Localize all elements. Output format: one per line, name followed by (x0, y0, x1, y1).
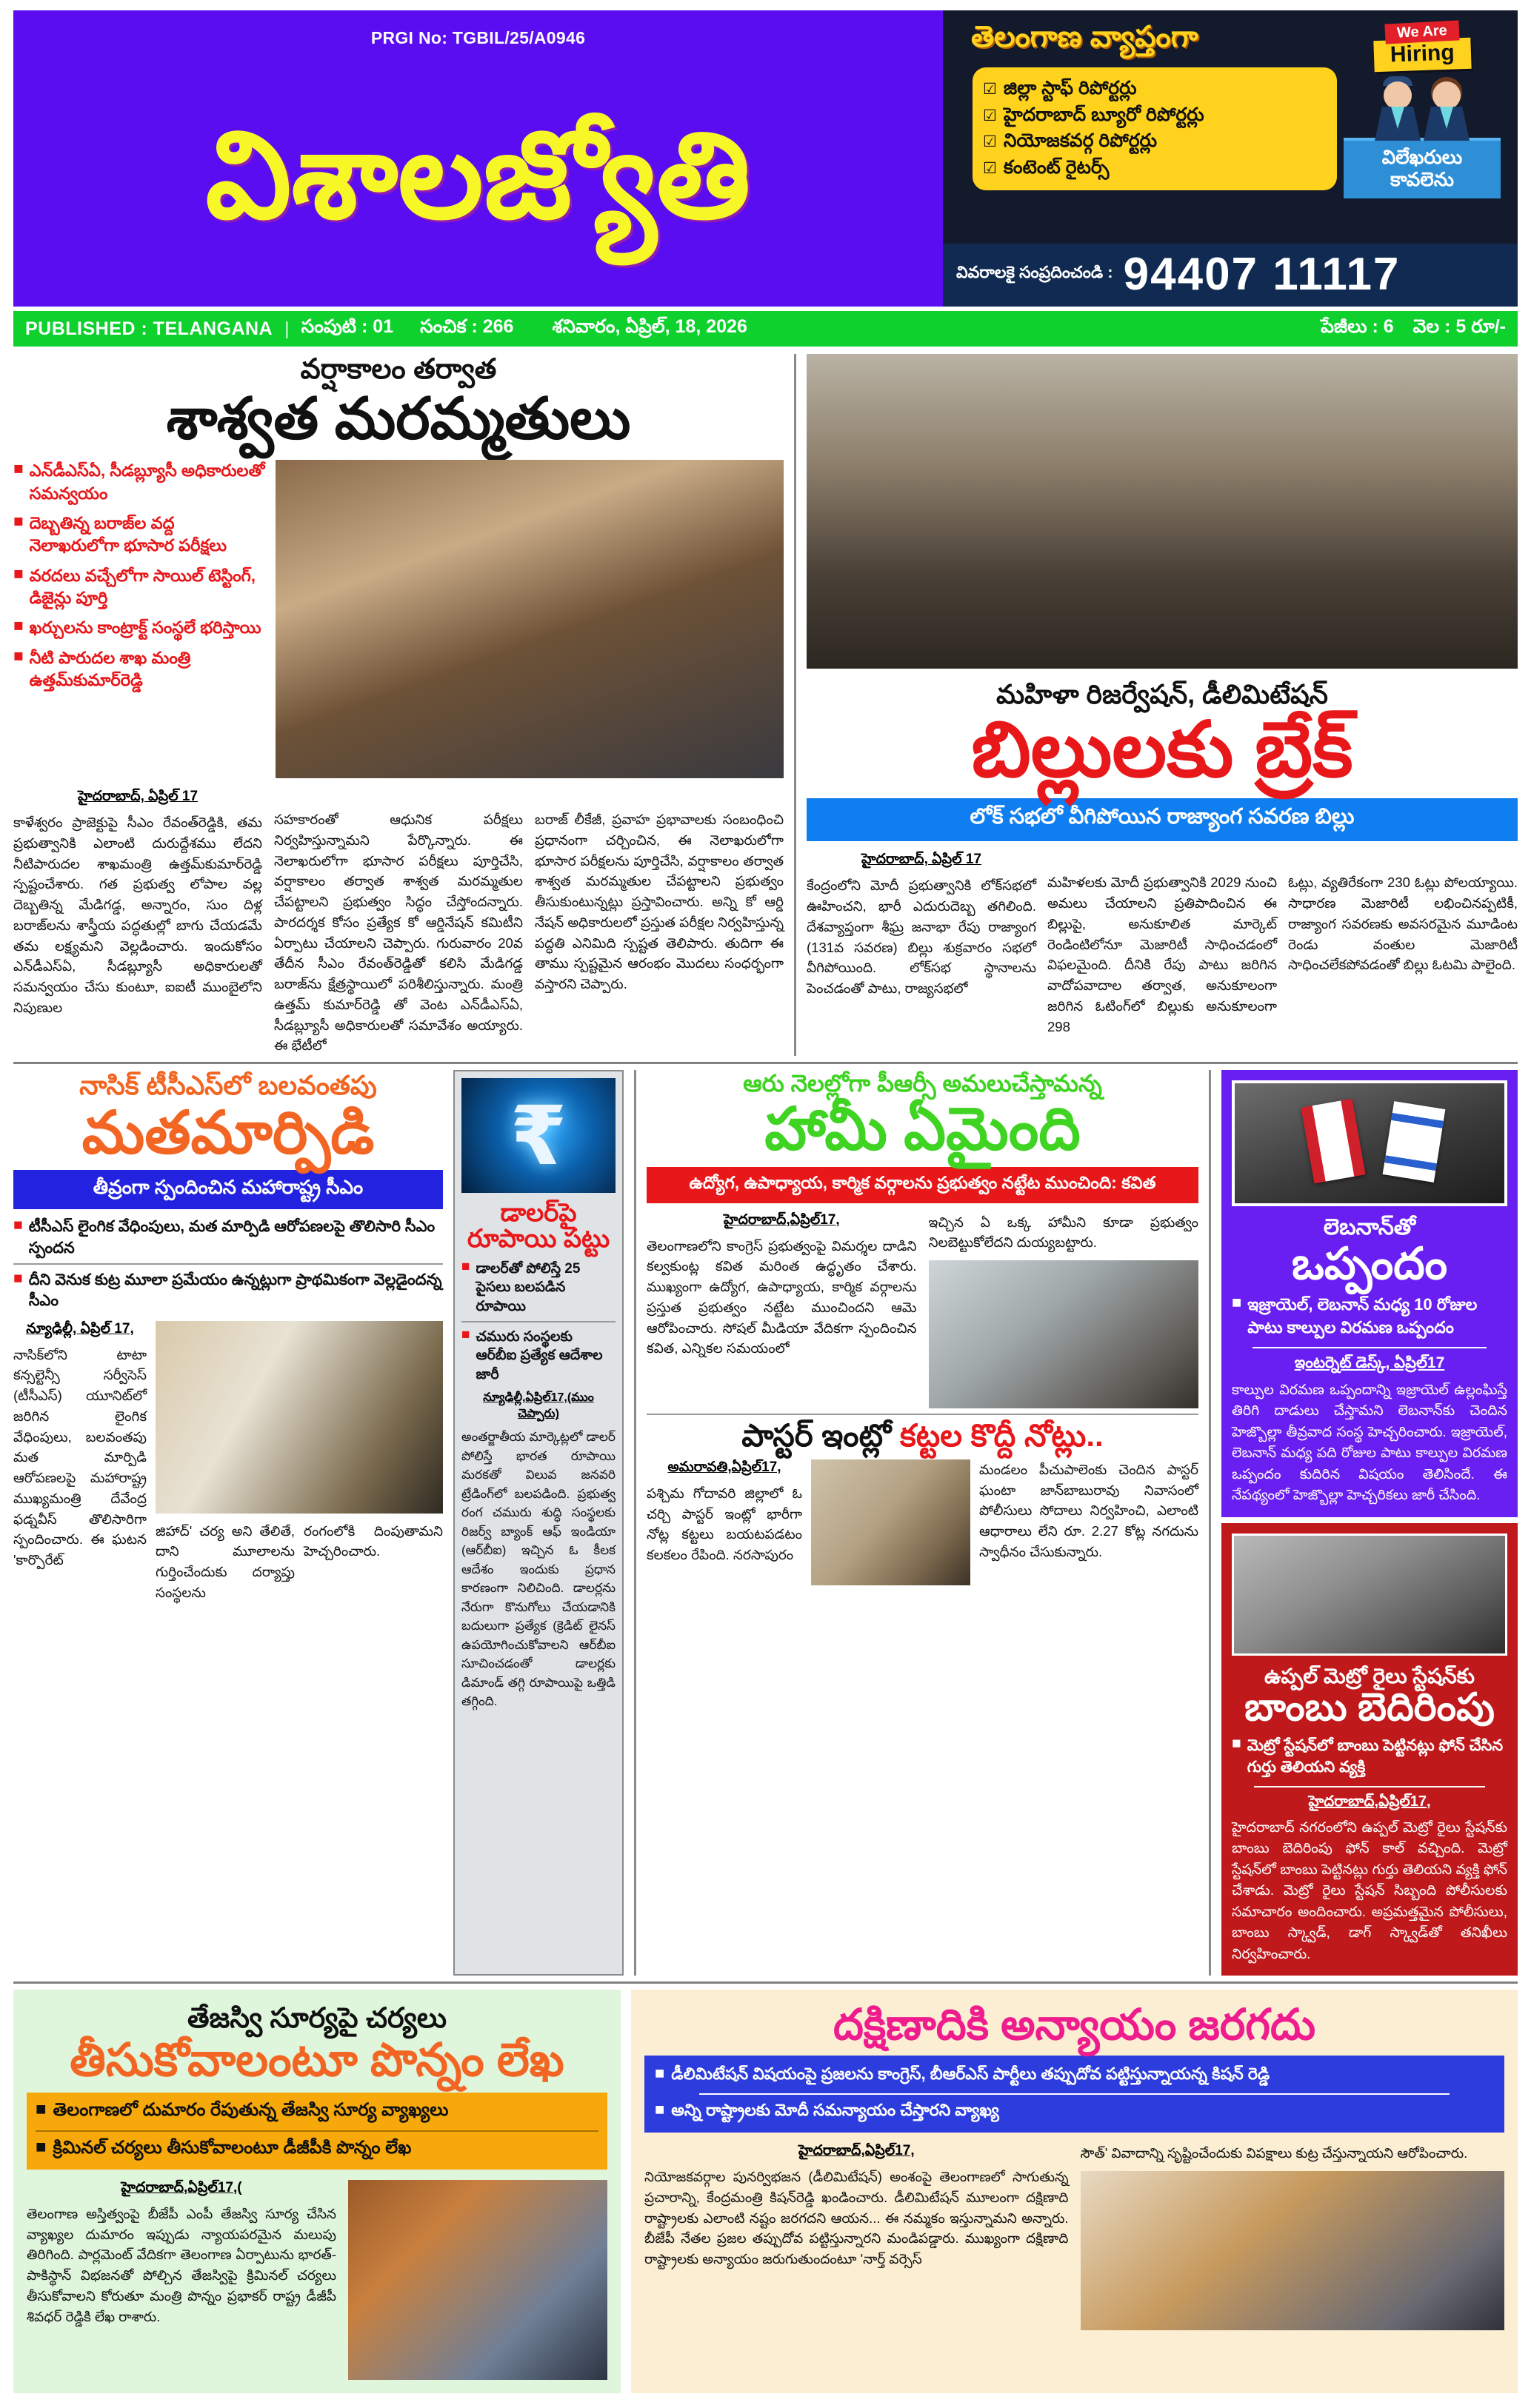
delimitation-bullet-band (644, 2056, 1504, 2133)
ad-job-item (983, 102, 1325, 129)
parliament-kicker: మహిళా రిజర్వేషన్, డీలిమిటేషన్ (996, 679, 1328, 709)
lebanon-story[interactable] (1221, 1070, 1518, 1516)
metro-kicker: ఉప్పల్ మెట్రో రైలు స్టేషన్‌కు (1264, 1664, 1475, 1688)
square-bullet-icon: ■ (1232, 1292, 1242, 1311)
ad-job-item (983, 155, 1325, 181)
nashik-body-column-1 (13, 1321, 147, 1603)
rupee-body-text: అంతర్జాతీయ మార్కెట్లలో డాలర్ పోలిస్తే భారత రూపాయి మరకతో విలువ జనవరి ట్రేడింగ్‌లో బలపడింది. ప్రభుత్వ రంగ చమురు శుద్ధి సంస్థలకు రిజర్వ్ బ్యాంక్ ఆఫ్ ఇండియా (ఆర్‌బీఐ) ఇచ్చిన ఓ కీలక ఆదేశం ఇందుకు ప్రధాన కారణంగా నిలిచింది. డాలర్లను నేరుగా కొనుగోలు చేయడానికి బదులుగా ప్రత్యేక (క్రెడిట్ లైనస్ ఉపయోగించుకోవాలని ఆర్‌బీఐ సూచించడంతో డాలర్లకు డిమాండ్ తగ్గి రూపాయిపై ఒత్తిడి తగ్గింది. (461, 1430, 616, 1709)
delimitation-bullet-text: డీలిమిటేషన్ విషయంపై ప్రజలను కాంగ్రెస్, బీఆర్‌ఎస్ పార్టీలు తప్పుదోవ పట్టిస్తున్నాయన్న కిషన్ రెడ్డి (671, 2064, 1270, 2084)
tejasvi-body-column (27, 2180, 336, 2380)
lead-bullet-text: ఎన్‌డీఎస్‌ఏ, సీడబ్ల్యూసీ అధికారులతో సమన్వయం (29, 461, 265, 503)
check-icon: ☑ (983, 107, 997, 124)
section-divider (13, 1062, 1518, 1064)
bottom-stories-row (13, 1990, 1518, 2393)
ad-job-label: కంటెంట్ రైటర్స్ (1003, 156, 1110, 178)
square-bullet-icon: ■ (655, 2100, 665, 2119)
recruiters-illustration (1375, 76, 1470, 141)
delimitation-dateline: హైదరాబాద్,ఏప్రిల్17, (798, 2143, 915, 2159)
delimitation-photo (1081, 2171, 1505, 2330)
nashik-body-text: నాసిక్‌లోని టాటా కన్సల్టెన్సీ సర్వీసెస్ (టీసీఎస్) యూనిట్‌లో జరిగిన లైంగిక వేధింపులు, బలవంతపు మత మార్పిడి ఆరోపణలపై మహారాష్ట్ర ముఖ్యమంత్రి దేవేంద్ర ఫడ్నవీస్ తొలిసారిగా స్పందించారు. ఈ ఘటన 'కార్పొరేట్ (13, 1346, 147, 1568)
promise-body-text: తెలంగాణలోని కాంగ్రెస్ ప్రభుత్వంపై విమర్శల దాడిని కల్వకుంట్ల కవిత మరింత ఉద్ధృతం చేశారు. ముఖ్యంగా ఉద్యోగ, ఉపాధ్యాయ, కార్మిక వర్గాలను ప్రస్తుత ప్రభుత్వం నట్టేట ముంచిందని ఆమె ఆరోపించారు. సోషల్ మీడియా వేదికగా స్పందించిన కవిత, ఎన్నికల సమయంలో (647, 1237, 917, 1357)
contact-label: వివరాలకై సంప్రదించండి : (956, 263, 1113, 281)
podium-sign (1344, 138, 1501, 198)
rupee-box-story[interactable] (453, 1070, 624, 1976)
tejasvi-bullet-text: క్రిమినల్ చర్యలు తీసుకోవాలంటూ డీజీపీకి పొన్నం లేఖ (53, 2137, 412, 2158)
delimitation-body-column-1 (644, 2143, 1069, 2330)
lebanon-dateline: ఇంటర్నెట్ డెస్క్, ఏప్రిల్17 (1294, 1354, 1445, 1371)
lead-body-column-1 (13, 789, 262, 1056)
lead-bullet-text: నీటి పారుదల శాఖ మంత్రి ఉత్తమ్‌కుమార్‌రెడ్డి (29, 648, 191, 690)
nashik-kicker: నాసిక్ టీసీఎస్‌లో బలవంతపు (79, 1070, 377, 1101)
rupee-bullet (461, 1321, 616, 1385)
lebanon-body-text: కాల్పుల విరమణ ఒప్పందాన్ని ఇజ్రాయెల్ ఉల్లంఘిస్తే తిరిగి దాడులు చేస్తామని లెబనాన్‌కు చెందిన హెజ్బొల్లా తీవ్రవాద సంస్థ హెచ్చరించారు. ఇజ్రాయెల్, లెబనాన్ మధ్య పది రోజుల పాటు కాల్పుల విరమణ ఒప్పందం కుదిరిన విషయం తెలిసిందే. ఈ నేపథ్యంలో హెజ్బొల్లా హెచ్చరికలు జారీ చేసింది. (1232, 1382, 1507, 1504)
rupee-bullet-list (461, 1260, 616, 1385)
lead-body-text: కాళేశ్వరం ప్రాజెక్టుపై సీఎం రేవంత్‌రెడ్డికి, తమ ప్రభుత్వానికి ఎలాంటి దురుద్దేశము లేదని నీటిపారుదల శాఖమంత్రి ఉత్తమ్‌కుమార్‌రెడ్డి స్పష్టంచేశారు. గత ప్రభుత్వ లోపాల వల్ల దెబ్బతిన్న మేడిగడ్డ, అన్నారం, సుం దిళ్ల బరాజ్‌లను శాస్త్రీయ పద్ధతుల్లో బాగు చేయడమే తమ లక్ష్యమని వెల్లడించారు. ఇందుకోసం ఎన్‌డీఎస్‌ఏ, సీడబ్ల్యూసీ అధికారులతో సమన్వయం చేసు కుంటూ, ఐఐటీ ముంబైలోని నిపుణుల (13, 815, 262, 1015)
metro-headline: బాంబు బెదిరింపు (1244, 1685, 1495, 1729)
nashik-band: తీవ్రంగా స్పందించిన మహారాష్ట్ర సీఎం (13, 1170, 443, 1209)
square-bullet-icon: ■ (1232, 1734, 1241, 1752)
lead-body-column-2: సహకారంతో ఆధునిక పరీక్షలు నిర్వహిస్తున్నామని పేర్కొన్నారు. ఈ నెలాఖరులోగా భూసార పరీక్షలు పూర్తిచేసి, వర్షాకాలం తర్వాత శాశ్వత మరమ్మతుల చేపట్టాలని ప్రభుత్వం సిద్ధం చేస్తోందన్నారు. పారదర్శక కోసం ప్రత్యేక కో ఆర్డినేషన్ కమిటీని ఏర్పాటు చేయాలని చెప్పారు. గురువారం 20వ తేదీన సీఎం రేవంత్‌రెడ్డితో కలిసి మేడిగడ్డ బరాజ్‌ను క్షేత్రస్థాయిలో పరిశీలిస్తున్నారు. మంత్రి ఉత్తమ్ కుమార్‌రెడ్డి తో వెంట ఎన్‌డీఎస్‌ఏ, సీడబ్ల్యూసీ అధికారులతో సమావేశం అయ్యారు. ఈ భేటీలో (274, 812, 523, 1054)
lead-bullet-list (13, 460, 265, 778)
metro-body-text: హైదరాబాద్ నగరంలోని ఉప్పల్ మెట్రో రైలు స్టేషన్‌కు బాంబు బెదిరింపు ఫోన్ కాల్ వచ్చింది. మెట్రో స్టేషన్‌లో బాంబు పెట్టినట్లు గుర్తు తెలియని వ్యక్తి ఫోన్ చేశాడు. మెట్రో రైలు స్టేషన్ సిబ్బంది పోలీసులకు సమాచారం అందించారు. అప్రమత్తమైన పోలీసులు, బాంబు స్క్వాడ్, డాగ్ స్క్వాడ్‌తో తనిఖీలు నిర్వహించారు. (1232, 1819, 1507, 1962)
pastor-story[interactable] (647, 1420, 1198, 1585)
rupee-photo (461, 1078, 616, 1193)
ad-job-item (983, 128, 1325, 155)
nashik-body-column-2: జిహాద్' చర్య అని తేలితే, దాని మూలాలను గుర్తించేందుకు దర్యాప్తు సంస్థలను (156, 1522, 295, 1600)
lead-headline: శాశ్వత మరమ్మతులు (166, 385, 631, 451)
podium-line-1: విలేఖరులు (1381, 146, 1463, 168)
square-bullet-icon: ■ (461, 1326, 470, 1342)
nashik-bullet (13, 1263, 443, 1312)
square-bullet-icon: ■ (13, 646, 24, 665)
delimitation-headline: దక్షిణాదికి అన్యాయం జరగదు (833, 2001, 1316, 2050)
square-bullet-icon: ■ (13, 616, 24, 635)
check-icon: ☑ (983, 133, 997, 150)
metro-story[interactable] (1221, 1523, 1518, 1976)
rupee-bullet (461, 1260, 616, 1317)
delimitation-bullet (655, 2064, 1494, 2087)
square-bullet-icon: ■ (461, 1258, 470, 1274)
nashik-story[interactable] (13, 1070, 443, 1976)
check-icon: ☑ (983, 159, 997, 177)
promise-body-column-1 (647, 1212, 917, 1409)
ad-title: తెలంగాణ వ్యాప్తంగా (971, 21, 1198, 53)
pastor-headline-red: కట్టల కొద్దీ నోట్లు.. (899, 1418, 1104, 1454)
lead-bullet (13, 460, 265, 505)
nashik-headline: మతమార్పిడి (81, 1099, 375, 1165)
rupee-bullet-text: డాలర్‌తో పోలిస్తే 25 పైసలు బలపడిన రూపాయి (476, 1260, 581, 1314)
pastor-body-column-1 (647, 1459, 802, 1585)
divider: | (284, 318, 290, 339)
square-bullet-icon: ■ (655, 2064, 665, 2083)
top-stories-row (13, 354, 1518, 1056)
promise-kicker: ఆరు నెలల్లోగా పీఆర్సీ అమలుచేస్తామన్న (743, 1070, 1102, 1097)
lead-bullet (13, 512, 265, 558)
parliament-story[interactable] (794, 354, 1518, 1056)
tejasvi-dateline: హైదరాబాద్,ఏప్రిల్17,( (121, 2179, 242, 2195)
tejasvi-bullet (36, 2100, 598, 2124)
tejasvi-bullet-text: తెలంగాణలో దుమారం రేపుతున్న తేజస్వి సూర్య వ్యాఖ్యలు (53, 2099, 449, 2120)
nashik-bullet-text: టీసీఎస్ లైంగిక వేధింపులు, మత మార్పిడి ఆరోపణలపై తొలిసారి సీఎం స్పందన (28, 1218, 436, 1257)
promise-band: ఉద్యోగ, ఉపాధ్యాయ, కార్మిక వర్గాలను ప్రభుత్వం నట్టేట ముంచింది: కవిత (647, 1167, 1198, 1203)
contact-phone-number: 94407 11117 (1123, 249, 1401, 300)
publication-info-bar (13, 311, 1518, 347)
square-bullet-icon: ■ (13, 1269, 23, 1287)
tejasvi-bullet (36, 2138, 598, 2162)
rupee-bullet-text: చమురు సంస్థలకు ఆర్‌బీఐ ప్రత్యేక ఆదేశాల జారీ (476, 1328, 603, 1382)
lebanon-photo (1232, 1080, 1507, 1206)
parliament-photo (807, 354, 1518, 669)
parliament-body-column-1 (807, 852, 1036, 1037)
we-are-badge: We Are (1384, 20, 1459, 44)
pastor-body-text: పశ్చిమ గోదావరి జిల్లాలో ఓ చర్చి పాస్టర్ ఇంట్లో భారీగా నోట్ల కట్టలు బయటపడటం కలకలం రేపింది. నరసాపురం (647, 1485, 802, 1563)
nashik-bullet-list (13, 1217, 443, 1311)
nashik-photo (156, 1321, 443, 1514)
person-female-icon (1424, 77, 1470, 141)
delimitation-story[interactable] (631, 1990, 1518, 2393)
lebanon-bullet (1232, 1294, 1507, 1340)
pastor-dateline: అమరావతి,ఏప్రిల్17, (667, 1459, 781, 1475)
ad-job-item (983, 76, 1325, 102)
delimitation-bullet (655, 2101, 1494, 2124)
lead-body-column-3: బరాజ్ లీకేజీ, ప్రవాహ ప్రభావాలకు సంబంధించి ప్రధానంగా చర్చించిన, ఈ నెలాఖరులోగా భూసార పరీక్షలను పూర్తిచేసి, వర్షాకాలం తర్వాత శాశ్వత మరమ్మతుల చేపట్టాలని ప్రభుత్వం తీసుకుంటున్నట్లు ప్రస్తావించారు. అన్ని కో ఆర్డి నేషన్ అధికారులలో ప్రస్తుత పరీక్షల నిర్వహిస్తున్న పద్ధతి ఎనిమిది స్పష్టత తెలిపారు. తుదిగా ఈ తాము స్పష్టమైన ఆరంభం మొదలు సంధర్భంగా వస్తారని చెప్పారు. (535, 812, 784, 992)
metro-photo (1232, 1534, 1507, 1656)
podium-line-2: కావలెను (1390, 167, 1454, 190)
square-bullet-icon: ■ (36, 2098, 47, 2119)
right-column (1221, 1070, 1518, 1976)
publication-date: శనివారం, ఏప్రిల్, 18, 2026 (552, 315, 747, 337)
lead-story[interactable] (13, 354, 784, 1056)
check-icon: ☑ (983, 81, 997, 98)
hiring-advertisement (943, 10, 1518, 307)
delimitation-bullet-text: అన్ని రాష్ట్రాలకు మోదీ సమన్యాయం చేస్తారని వ్యాఖ్య (671, 2101, 999, 2120)
metro-dateline: హైదరాబాద్,ఏప్రిల్17, (1308, 1793, 1431, 1810)
tejasvi-story[interactable] (13, 1990, 621, 2393)
tejasvi-body-text: తెలంగాణ అస్తిత్వంపై బీజేపీ ఎంపీ తేజస్వి సూర్య చేసిన వ్యాఖ్యల దుమారం ఇప్పుడు న్యాయపరమైన మలుపు తిరిగింది. పార్లమెంట్ వేదికగా తెలంగాణ ఏర్పాటును భారత్-పాకిస్థాన్ విభజనతో పోల్చిన తేజస్విపై క్రిమినల్ చర్యలు తీసుకోవాలని కోరుతూ మంత్రి పొన్నం ప్రభాకర్ రాష్ట్ర డీజీపీ శివధర్ రెడ్డికి లేఖ రాశారు. (27, 2205, 336, 2324)
pastor-headline-black: పాస్టర్ ఇంట్లో (741, 1418, 892, 1454)
ad-job-label: నియోజకవర్గ రిపోర్టర్లు (1003, 130, 1157, 151)
ad-job-label: హైదరాబాద్ బ్యూరో రిపోర్టర్లు (1003, 104, 1204, 125)
lead-kicker: వర్షాకాలం తర్వాత (300, 354, 497, 385)
pastor-body-column-2: మండలం పీచుపాలెంకు చెందిన పాస్టర్ ఘంటా జాన్‌బాబురావు నివాసంలో పోలీసులు సోదాలు నిర్వహించి, ఎలాంటి ఆధారాలు లేని రూ. 2.27 కోట్ల నగదును స్వాధీనం చేసుకున్నారు. (979, 1461, 1198, 1559)
promise-dateline: హైదరాబాద్,ఏప్రిల్17, (723, 1211, 840, 1228)
promise-headline: హామీ ఏమైంది (764, 1096, 1081, 1163)
parliament-dateline: హైదరాబాద్, ఏప్రిల్ 17 (861, 852, 982, 868)
square-bullet-icon: ■ (13, 1217, 23, 1234)
rupee-dateline: న్యూఢిల్లీ,ఏప్రిల్17,(ముం చెప్పారు) (483, 1391, 594, 1421)
tejasvi-headline: తీసుకోవాలంటూ పొన్నం లేఖ (70, 2034, 564, 2086)
metro-bullet (1232, 1735, 1507, 1779)
page-count: పేజీలు : 6 (1321, 315, 1394, 337)
prgi-number: PRGI No: TGBIL/25/A0946 (370, 28, 586, 47)
ad-job-label: జిల్లా స్టాఫ్ రిపోర్టర్లు (1003, 78, 1137, 98)
rupee-headline-line1: డాలర్‌పై (500, 1199, 577, 1228)
nashik-bullet (13, 1217, 443, 1259)
nashik-dateline: న్యూఢిల్లీ, ఏప్రిల్ 17, (26, 1320, 134, 1337)
parliament-headline: బిల్లులకు బ్రేక్ (971, 707, 1353, 794)
lead-bullet-text: దెబ్బతిన్న బరాజ్‌ల వద్ద నెలాఖరులోగా భూసార పరీక్షలు (29, 513, 227, 555)
promise-story[interactable] (647, 1070, 1198, 1408)
lead-dateline: హైదరాబాద్, ఏప్రిల్ 17 (77, 789, 199, 805)
masthead-brand (13, 10, 943, 307)
lead-bullet (13, 565, 265, 610)
person-male-icon (1375, 76, 1421, 141)
published-label: PUBLISHED : TELANGANA (25, 318, 273, 339)
tejasvi-photo (348, 2180, 607, 2380)
parliament-subhead-band: లోక్ సభలో వీగిపోయిన రాజ్యాంగ సవరణ బిల్లు (807, 798, 1518, 841)
masthead (13, 10, 1518, 307)
lebanon-kicker: లెబనాన్‌తో (1323, 1215, 1416, 1240)
center-column (634, 1070, 1211, 1976)
price-label: వెల : 5 రూ/- (1412, 315, 1506, 337)
newspaper-title: విశాలజ్యోతి (205, 107, 751, 243)
pastor-photo (811, 1459, 970, 1585)
rupee-headline-line2: రూపాయి పట్టు (467, 1224, 610, 1253)
parliament-body-column-3: ఓట్లు, వ్యతిరేకంగా 230 ఓట్లు పోలయ్యాయి. సాధారణ మెజారిటీ లభించినప్పటికీ, రాజ్యాంగ సవరణకు అవసరమైన మూడింట రెండు వంతుల మెజారిటీ సాధించలేకపోవడంతో బిల్లు ఓటమి పాలైంది. (1288, 874, 1518, 973)
lead-bullet-text: వరదలు వచ్చేలోగా సాయిల్ టెస్టింగ్, డిజైన్లు పూర్తి (29, 566, 256, 608)
lead-bullet-text: ఖర్చులను కాంట్రాక్ట్ సంస్థలే భరిస్తాయి (29, 618, 261, 638)
parliament-body-text: కేంద్రంలోని మోదీ ప్రభుత్వానికి లోక్‌సభలో ఊహించని, భారీ ఎదురుదెబ్బ తగిలింది. దేశవ్యాప్తంగా శీఘ్ర జనాభా రేపు రాజ్యాంగ (131వ సవరణ) బిల్లు శుక్రవారం సభలో వీగిపోయింది. లోక్‌సభ స్థానాలను పెంచడంతో పాటు, రాజ్యసభలో (807, 877, 1036, 997)
lead-story-photo (276, 460, 784, 778)
delimitation-body-column-2: సౌత్' వివాదాన్ని సృష్టించేందుకు విపక్షాలు కుట్ర చేస్తున్నాయని ఆరోపించారు. (1080, 2145, 1468, 2161)
second-stories-row (13, 1070, 1518, 1976)
pastor-headline (647, 1420, 1198, 1452)
tejasvi-kicker: తేజస్వి సూర్యపై చర్యలు (187, 2003, 447, 2035)
section-divider (13, 1981, 1518, 1984)
square-bullet-icon: ■ (13, 459, 24, 478)
kavitha-photo (929, 1260, 1199, 1408)
lebanon-bullet-text: ఇజ్రాయెల్, లెబనాన్ మధ్య 10 రోజుల పాటు కాల్పుల విరమణ ఒప్పందం (1247, 1294, 1478, 1337)
issue-label: సంచిక : 266 (420, 315, 514, 337)
square-bullet-icon: ■ (13, 511, 24, 530)
parliament-body-column-2: మహిళలకు మోదీ ప్రభుత్వానికి 2029 నుంచి అమలు చేయాలని ప్రతిపాదించిన ఈ బిల్లుపై, అనుకూలిత మార్కెట్ రెండింటిలోనూ మెజారిటీ సాధించడంలో విఫలమైంది. దీనికి రేపు పాటు జరిగిన వాదోపవాదాల తర్వాత, అనుకూలంగా జరిగిన ఓటింగ్‌లో బిల్లుకు అనుకూలంగా 298 (1047, 874, 1277, 1034)
nashik-bullet-text: దీని వెనుక కుట్ర మూలా ప్రమేయం ఉన్నట్లుగా ప్రాథమికంగా వెల్లడైందన్న సీఎం (28, 1271, 442, 1310)
ad-job-list (973, 67, 1337, 190)
square-bullet-icon: ■ (13, 563, 24, 583)
delimitation-body-text: నియోజకవర్గాల పునర్విభజన (డీలిమిటేషన్) అంశంపై తెలంగాణలో సాగుతున్న ప్రచారాన్ని, కేంద్రమంత్రి కిషన్‌రెడ్డి ఖండించారు. డీలిమిటేషన్ మూలంగా దక్షిణాది రాష్ట్రాలకు ఎలాంటి నష్టం జరగదని ఆయన... ఈ నమ్మకం ఇస్తున్నామని అన్నారు. బీజేపీ నేతల ప్రజల తప్పుదోవ పట్టిస్తున్నారని మండిపడ్డారు. ముఖ్యంగా దక్షిణాది రాష్ట్రాలకు అన్యాయం జరుగుతుందంటూ 'నార్త్ వర్సెస్ (644, 2169, 1069, 2267)
lead-bullet (13, 647, 265, 692)
lead-bullet (13, 617, 265, 639)
square-bullet-icon: ■ (36, 2136, 47, 2157)
promise-body-column-2: ఇచ్చిన ఏ ఒక్క హామీని కూడా ప్రభుత్వం నిలబెట్టుకోలేదని దుయ్యబట్టారు. (928, 1214, 1198, 1251)
metro-bullet-text: మెట్రో స్టేషన్‌లో బాంబు పెట్టినట్లు ఫోన్ చేసిన గుర్తు తెలియని వ్యక్తి (1247, 1736, 1504, 1776)
hiring-badge: Hiring (1373, 38, 1471, 73)
tejasvi-bullet-band (27, 2093, 607, 2170)
story-divider (647, 1414, 1198, 1415)
nashik-body-column-3: రంగంలోకి దింపుతామని హెచ్చరించారు. (304, 1522, 443, 1559)
lebanon-headline: ఒప్పందం (1292, 1238, 1447, 1288)
ad-contact-bar (943, 244, 1518, 307)
volume-label: సంపుటి : 01 (301, 315, 394, 337)
